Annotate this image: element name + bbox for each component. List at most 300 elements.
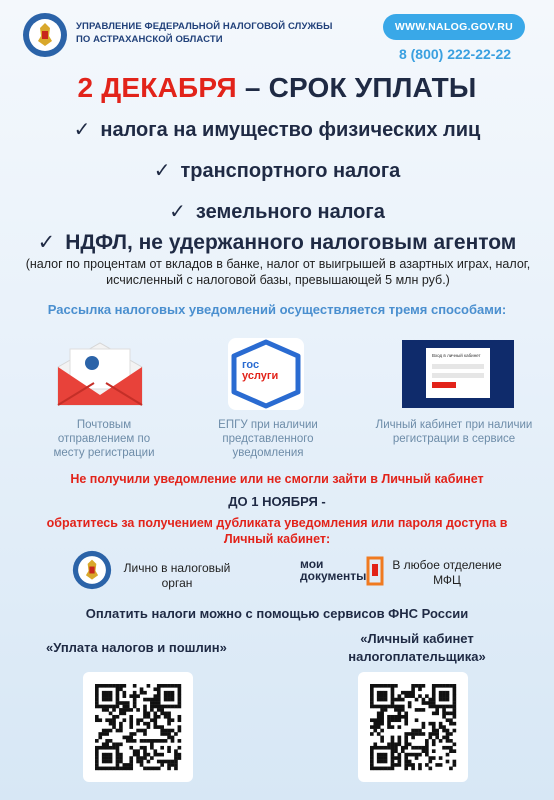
- qr-module: [391, 767, 395, 771]
- qr-module: [432, 684, 436, 688]
- qr-module: [418, 763, 422, 767]
- qr-module: [129, 718, 133, 722]
- qr-module: [98, 746, 102, 750]
- qr-module: [384, 746, 388, 750]
- qr-module: [398, 753, 402, 757]
- qr-module: [95, 749, 99, 753]
- qr-module: [422, 708, 426, 712]
- contact-mfc: В любое отделение МФЦ: [392, 558, 502, 587]
- qr-module: [435, 763, 439, 767]
- qr-module: [143, 756, 147, 760]
- qr-module: [408, 763, 412, 767]
- qr-module: [164, 760, 168, 764]
- qr-module: [143, 722, 147, 726]
- qr-module: [442, 694, 446, 698]
- qr-module: [167, 718, 171, 722]
- qr-module: [439, 763, 443, 767]
- qr-module: [164, 691, 168, 695]
- qr-module: [432, 749, 436, 753]
- qr-module: [160, 739, 164, 743]
- qr-module: [102, 753, 106, 757]
- qr-module: [147, 712, 151, 716]
- qr-module: [123, 736, 127, 740]
- qr-module: [105, 753, 109, 757]
- qr-module: [391, 715, 395, 719]
- qr-module: [401, 746, 405, 750]
- qr-module: [119, 684, 123, 688]
- qr-module: [160, 729, 164, 733]
- qr-module: [133, 684, 137, 688]
- qr-module: [112, 718, 116, 722]
- qr-module: [136, 708, 140, 712]
- qr-module: [102, 684, 106, 688]
- fns-emblem-icon: [22, 12, 68, 58]
- qr-module: [116, 746, 120, 750]
- qr-module: [143, 729, 147, 733]
- qr-module: [164, 715, 168, 719]
- qr-module: [387, 742, 391, 746]
- tax-item-ndfl: [0, 230, 554, 255]
- qr-module: [377, 725, 381, 729]
- qr-module: [109, 712, 113, 716]
- qr-module: [116, 763, 120, 767]
- qr-module: [157, 691, 161, 695]
- qr-module: [373, 767, 377, 771]
- qr-module: [380, 708, 384, 712]
- qr-module: [384, 708, 388, 712]
- gosuslugi-logo-line2: услуги: [242, 370, 279, 382]
- qr-module: [153, 712, 157, 716]
- qr-module: [415, 753, 419, 757]
- qr-module: [428, 722, 432, 726]
- qr-module: [126, 763, 130, 767]
- qr-module: [432, 687, 436, 691]
- qr-module: [428, 756, 432, 760]
- qr-module: [446, 729, 450, 733]
- qr-module: [377, 694, 381, 698]
- qr-module: [418, 746, 422, 750]
- qr-module: [425, 739, 429, 743]
- qr-module: [105, 705, 109, 709]
- qr-module: [380, 691, 384, 695]
- qr-module: [391, 739, 395, 743]
- qr-module: [415, 684, 419, 688]
- qr-module: [126, 767, 130, 771]
- qr-module: [373, 722, 377, 726]
- qr-module: [453, 763, 457, 767]
- qr-module: [394, 708, 398, 712]
- qr-module: [143, 715, 147, 719]
- qr-module: [160, 684, 164, 688]
- qr-module: [164, 732, 168, 736]
- qr-module: [435, 708, 439, 712]
- qr-module: [435, 732, 439, 736]
- qr-module: [123, 712, 127, 716]
- qr-module: [373, 729, 377, 733]
- qr-module: [398, 756, 402, 760]
- qr-module: [380, 760, 384, 764]
- qr-module: [164, 684, 168, 688]
- qr-module: [453, 760, 457, 764]
- qr-module: [102, 729, 106, 733]
- qr-module: [428, 736, 432, 740]
- qr-module: [133, 753, 137, 757]
- qr-module: [415, 718, 419, 722]
- qr-module: [411, 767, 415, 771]
- qr-module: [404, 732, 408, 736]
- qr-module: [153, 767, 157, 771]
- qr-module: [446, 760, 450, 764]
- qr-module: [105, 767, 109, 771]
- qr-module: [160, 708, 164, 712]
- qr-module: [116, 749, 120, 753]
- qr-module: [408, 760, 412, 764]
- qr-module: [133, 691, 137, 695]
- qr-module: [453, 698, 457, 702]
- qr-module: [153, 715, 157, 719]
- qr-module: [391, 763, 395, 767]
- qr-module: [432, 729, 436, 733]
- hotline-phone[interactable]: 8 (800) 222-22-22: [398, 46, 512, 62]
- qr-module: [119, 767, 123, 771]
- qr-module: [384, 767, 388, 771]
- qr-module: [160, 725, 164, 729]
- qr-module: [157, 708, 161, 712]
- qr-module: [387, 746, 391, 750]
- qr-module: [377, 746, 381, 750]
- organization-name: [76, 20, 336, 46]
- qr-module: [453, 729, 457, 733]
- qr-module: [428, 698, 432, 702]
- qr-module: [384, 753, 388, 757]
- qr-module: [449, 767, 453, 771]
- qr-module: [126, 708, 130, 712]
- qr-module: [432, 705, 436, 709]
- qr-module: [164, 694, 168, 698]
- qr-module: [401, 715, 405, 719]
- qr-module: [105, 742, 109, 746]
- qr-module: [370, 756, 374, 760]
- mailing-title: Рассылка налоговых уведомлений осуществляется тремя способами:: [47, 302, 507, 317]
- qr-module: [404, 767, 408, 771]
- qr-module: [370, 684, 374, 688]
- qr-module: [411, 746, 415, 750]
- qr-module: [109, 756, 113, 760]
- qr-module: [167, 760, 171, 764]
- qr-module: [147, 767, 151, 771]
- qr-module: [157, 767, 161, 771]
- qr-module: [384, 756, 388, 760]
- qr-module: [116, 715, 120, 719]
- qr-module: [453, 712, 457, 716]
- qr-module: [432, 739, 436, 743]
- qr-module: [150, 742, 154, 746]
- qr-module: [370, 760, 374, 764]
- qr-module: [394, 705, 398, 709]
- qr-module: [147, 698, 151, 702]
- qr-module: [105, 691, 109, 695]
- qr-module: [387, 722, 391, 726]
- qr-module: [449, 718, 453, 722]
- qr-module: [105, 739, 109, 743]
- qr-module: [442, 746, 446, 750]
- qr-module: [136, 760, 140, 764]
- qr-module: [116, 742, 120, 746]
- qr-module: [408, 742, 412, 746]
- qr-module: [425, 694, 429, 698]
- qr-module: [404, 763, 408, 767]
- check-icon: ✓: [73, 119, 91, 141]
- qr-module: [446, 698, 450, 702]
- qr-module: [178, 746, 182, 750]
- qr-module: [143, 691, 147, 695]
- qr-module: [136, 749, 140, 753]
- qr-module: [178, 725, 182, 729]
- qr-module: [167, 705, 171, 709]
- qr-module: [140, 746, 144, 750]
- qr-module: [449, 705, 453, 709]
- qr-module: [425, 746, 429, 750]
- qr-module: [449, 739, 453, 743]
- qr-module: [178, 729, 182, 733]
- qr-module: [391, 725, 395, 729]
- qr-module: [95, 691, 99, 695]
- qr-module: [391, 760, 395, 764]
- qr-module: [449, 722, 453, 726]
- qr-module: [442, 684, 446, 688]
- qr-module: [150, 701, 154, 705]
- qr-module: [167, 715, 171, 719]
- qr-module: [411, 753, 415, 757]
- qr-module: [178, 691, 182, 695]
- qr-module: [411, 684, 415, 688]
- qr-module: [126, 736, 130, 740]
- qr-module: [428, 767, 432, 771]
- qr-module: [171, 739, 175, 743]
- qr-module: [174, 756, 178, 760]
- qr-module: [178, 694, 182, 698]
- qr-module: [119, 708, 123, 712]
- qr-module: [428, 732, 432, 736]
- qr-module: [404, 715, 408, 719]
- qr-module: [109, 729, 113, 733]
- qr-module: [408, 705, 412, 709]
- qr-module: [394, 742, 398, 746]
- qr-module: [446, 753, 450, 757]
- qr-module: [95, 705, 99, 709]
- qr-module: [387, 684, 391, 688]
- qr-module: [380, 684, 384, 688]
- qr-module: [143, 708, 147, 712]
- qr-module: [401, 749, 405, 753]
- qr-module: [439, 725, 443, 729]
- qr-module: [109, 760, 113, 764]
- qr-module: [136, 694, 140, 698]
- qr-module: [439, 691, 443, 695]
- qr-module: [453, 705, 457, 709]
- qr-module: [174, 749, 178, 753]
- qr-module: [129, 746, 133, 750]
- qr-module: [387, 715, 391, 719]
- qr-module: [446, 718, 450, 722]
- gosuslugi-logo: [228, 338, 304, 410]
- qr-module: [109, 722, 113, 726]
- qr-module: [446, 694, 450, 698]
- qr-module: [373, 725, 377, 729]
- qr-module: [136, 722, 140, 726]
- org-line-1: УПРАВЛЕНИЕ ФЕДЕРАЛЬНОЙ НАЛОГОВОЙ СЛУЖБЫ: [76, 21, 333, 32]
- qr-module: [98, 732, 102, 736]
- qr-module: [116, 701, 120, 705]
- qr-module: [167, 722, 171, 726]
- qr-module: [411, 732, 415, 736]
- qr-module: [418, 729, 422, 733]
- qr-module: [418, 732, 422, 736]
- qr-module: [123, 684, 127, 688]
- qr-module: [377, 718, 381, 722]
- qr-module: [136, 729, 140, 733]
- qr-module: [147, 739, 151, 743]
- qr-module: [442, 708, 446, 712]
- qr-module: [404, 756, 408, 760]
- qr-module: [391, 705, 395, 709]
- qr-module: [425, 749, 429, 753]
- qr-module: [157, 753, 161, 757]
- qr-module: [143, 712, 147, 716]
- qr-module: [178, 687, 182, 691]
- qr-module: [119, 742, 123, 746]
- qr-module: [95, 767, 99, 771]
- qr-module: [442, 736, 446, 740]
- qr-module: [102, 746, 106, 750]
- qr-module: [394, 698, 398, 702]
- qr-module: [178, 705, 182, 709]
- qr-module: [150, 705, 154, 709]
- qr-module: [380, 722, 384, 726]
- qr-module: [164, 698, 168, 702]
- qr-module: [398, 715, 402, 719]
- qr-module: [153, 753, 157, 757]
- qr-module: [147, 722, 151, 726]
- check-icon: ✓: [169, 201, 186, 223]
- qr-module: [160, 746, 164, 750]
- org-line-2: ПО АСТРАХАНСКОЙ ОБЛАСТИ: [76, 34, 223, 45]
- qr-code-cabinet[interactable]: [358, 672, 468, 782]
- qr-module: [398, 712, 402, 716]
- qr-module: [143, 698, 147, 702]
- qr-module: [370, 749, 374, 753]
- qr-module: [116, 691, 120, 695]
- qr-module: [140, 763, 144, 767]
- qr-module: [391, 684, 395, 688]
- qr-module: [112, 722, 116, 726]
- qr-module: [398, 725, 402, 729]
- qr-module: [102, 694, 106, 698]
- website-link[interactable]: WWW.NALOG.GOV.RU: [383, 14, 525, 40]
- qr-module: [109, 698, 113, 702]
- qr-module: [398, 739, 402, 743]
- qr-module: [136, 718, 140, 722]
- qr-module: [157, 715, 161, 719]
- contact-personal: Лично в налоговый орган: [123, 561, 231, 590]
- qr-module: [95, 684, 99, 688]
- qr-module: [404, 760, 408, 764]
- qr-module: [370, 698, 374, 702]
- qr-module: [439, 722, 443, 726]
- qr-module: [140, 691, 144, 695]
- qr-module: [171, 694, 175, 698]
- qr-module: [119, 712, 123, 716]
- service-caption-cabinet: «Личный кабинет налогоплательщика»: [348, 631, 486, 664]
- qr-module: [95, 715, 99, 719]
- qr-module: [129, 708, 133, 712]
- qr-module: [432, 698, 436, 702]
- qr-module: [394, 715, 398, 719]
- qr-module: [109, 684, 113, 688]
- qr-module: [174, 767, 178, 771]
- qr-module: [425, 753, 429, 757]
- qr-module: [442, 725, 446, 729]
- qr-module: [398, 742, 402, 746]
- qr-module: [116, 756, 120, 760]
- qr-module: [404, 722, 408, 726]
- qr-module: [178, 715, 182, 719]
- qr-module: [129, 722, 133, 726]
- qr-module: [140, 718, 144, 722]
- qr-module: [95, 756, 99, 760]
- qr-module: [380, 756, 384, 760]
- qr-module: [178, 701, 182, 705]
- qr-module: [119, 729, 123, 733]
- qr-module: [160, 712, 164, 716]
- qr-module: [153, 694, 157, 698]
- qr-module: [415, 708, 419, 712]
- qr-module: [380, 705, 384, 709]
- qr-module: [140, 760, 144, 764]
- qr-module: [160, 763, 164, 767]
- qr-module: [143, 749, 147, 753]
- qr-module: [435, 712, 439, 716]
- qr-module: [98, 767, 102, 771]
- qr-module: [174, 753, 178, 757]
- qr-module: [95, 694, 99, 698]
- tax-item-label: НДФЛ, не удержанного налоговым агентом: [65, 231, 517, 254]
- qr-module: [401, 708, 405, 712]
- qr-module: [157, 698, 161, 702]
- qr-module: [112, 767, 116, 771]
- qr-code-pay[interactable]: [83, 672, 193, 782]
- qr-module: [408, 691, 412, 695]
- qr-module: [384, 694, 388, 698]
- qr-module: [387, 767, 391, 771]
- qr-module: [123, 694, 127, 698]
- qr-module: [147, 715, 151, 719]
- qr-module: [143, 705, 147, 709]
- qr-module: [178, 739, 182, 743]
- qr-module: [123, 691, 127, 695]
- deadline-date: 2 ДЕКАБРЯ: [77, 72, 237, 103]
- qr-module: [105, 718, 109, 722]
- qr-module: [153, 722, 157, 726]
- qr-module: [167, 746, 171, 750]
- qr-module: [157, 760, 161, 764]
- qr-module: [377, 715, 381, 719]
- qr-module: [171, 684, 175, 688]
- qr-module: [174, 763, 178, 767]
- qr-module: [116, 705, 120, 709]
- qr-module: [95, 763, 99, 767]
- qr-module: [171, 760, 175, 764]
